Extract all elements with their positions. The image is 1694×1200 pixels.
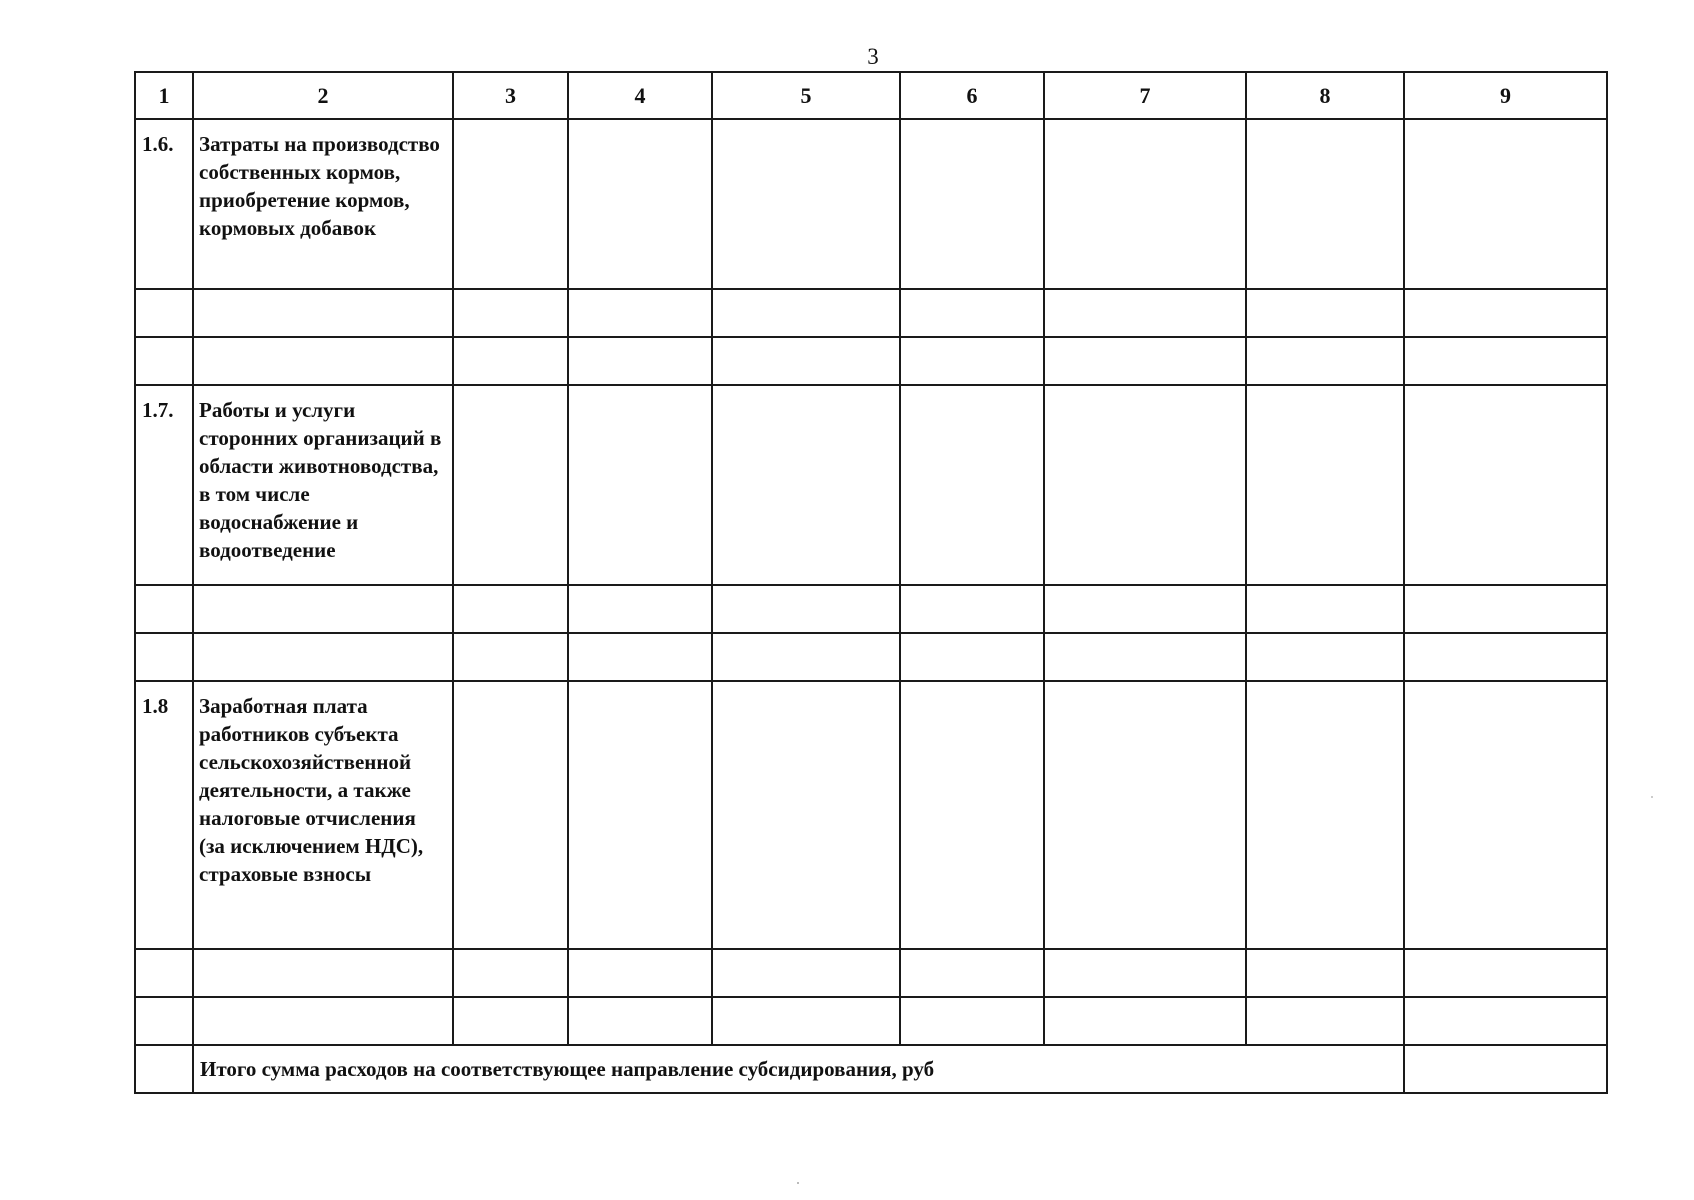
table-cell (1404, 289, 1607, 337)
table-cell (1404, 997, 1607, 1045)
table-cell (453, 585, 568, 633)
table-cell (135, 633, 193, 681)
table-cell (900, 997, 1044, 1045)
table-cell (1246, 997, 1404, 1045)
scan-artifact (797, 1182, 799, 1184)
table-cell (568, 385, 712, 585)
table-cell (1044, 681, 1246, 949)
row-name: Работы и услуги сторонних организаций в области животноводства, в том числе водоснабжение и водоотведение (193, 385, 453, 585)
table-cell (453, 385, 568, 585)
row-number: 1.6. (135, 119, 193, 289)
table-cell (1246, 337, 1404, 385)
table-cell (453, 633, 568, 681)
table-cell (712, 585, 900, 633)
table-cell (1404, 585, 1607, 633)
table-cell (135, 337, 193, 385)
total-row (135, 1045, 1607, 1093)
table-cell (900, 681, 1044, 949)
table-cell (1246, 949, 1404, 997)
table-cell (135, 585, 193, 633)
table-cell (568, 119, 712, 289)
table-cell (1404, 633, 1607, 681)
table-cell (900, 385, 1044, 585)
table-cell (1404, 949, 1607, 997)
table-cell (1246, 289, 1404, 337)
table-cell (1246, 681, 1404, 949)
table-cell (1246, 385, 1404, 585)
column-header: 6 (900, 72, 1044, 119)
table-cell (1246, 633, 1404, 681)
table-row (135, 119, 1607, 289)
table-cell (712, 633, 900, 681)
table-cell (900, 337, 1044, 385)
table-cell (453, 289, 568, 337)
table-cell (712, 385, 900, 585)
column-header: 9 (1404, 72, 1607, 119)
table-cell (568, 681, 712, 949)
column-header: 3 (453, 72, 568, 119)
table-cell (453, 337, 568, 385)
table-cell (1246, 585, 1404, 633)
table-cell (1044, 633, 1246, 681)
table-cell (900, 289, 1044, 337)
row-number: 1.7. (135, 385, 193, 585)
table-cell (568, 289, 712, 337)
table-cell (1404, 337, 1607, 385)
table-cell (568, 633, 712, 681)
column-header: 1 (135, 72, 193, 119)
table-cell (1044, 119, 1246, 289)
total-value-cell (1404, 1045, 1607, 1093)
table-cell (193, 289, 453, 337)
blank-row (135, 289, 1607, 337)
row-number: 1.8 (135, 681, 193, 949)
column-header: 2 (193, 72, 453, 119)
table-cell (1044, 949, 1246, 997)
table-cell (453, 119, 568, 289)
total-label: Итого сумма расходов на соответствующее направление субсидирования, руб (193, 1045, 1404, 1093)
table-cell (1404, 119, 1607, 289)
blank-row (135, 997, 1607, 1045)
column-header: 7 (1044, 72, 1246, 119)
column-header: 8 (1246, 72, 1404, 119)
column-header-row (135, 72, 1607, 119)
table-cell (1404, 385, 1607, 585)
row-name: Заработная плата работников субъекта сельскохозяйственной деятельности, а также налоговые отчисления (за исключением НДС), страховые взносы (193, 681, 453, 949)
table-row (135, 681, 1607, 949)
row-name: Затраты на производство собственных кормов, приобретение кормов, кормовых добавок (193, 119, 453, 289)
expense-table (134, 71, 1608, 1094)
table-cell (193, 633, 453, 681)
table-cell (568, 585, 712, 633)
table-cell (453, 681, 568, 949)
blank-row (135, 633, 1607, 681)
table-cell (712, 681, 900, 949)
table-cell (193, 949, 453, 997)
table-cell (135, 949, 193, 997)
table-cell (453, 997, 568, 1045)
table-cell (193, 585, 453, 633)
table-cell (900, 585, 1044, 633)
table-cell (568, 997, 712, 1045)
page-number: 3 (867, 44, 879, 69)
column-header: 4 (568, 72, 712, 119)
table-row (135, 385, 1607, 585)
table-cell (712, 949, 900, 997)
table-cell (712, 119, 900, 289)
table-cell (1044, 337, 1246, 385)
blank-row (135, 949, 1607, 997)
table-cell (568, 949, 712, 997)
table-cell (135, 289, 193, 337)
column-header: 5 (712, 72, 900, 119)
table-cell (135, 1045, 193, 1093)
scan-artifact (1651, 796, 1653, 798)
table-cell (1044, 385, 1246, 585)
table-cell (135, 997, 193, 1045)
table-cell (900, 949, 1044, 997)
table-cell (1246, 119, 1404, 289)
table-cell (1044, 585, 1246, 633)
table-cell (1404, 681, 1607, 949)
table-cell (712, 337, 900, 385)
table-cell (193, 997, 453, 1045)
table-cell (453, 949, 568, 997)
table-cell (568, 337, 712, 385)
table-cell (900, 119, 1044, 289)
blank-row (135, 585, 1607, 633)
table-cell (712, 997, 900, 1045)
table-cell (712, 289, 900, 337)
table-cell (900, 633, 1044, 681)
table-cell (1044, 997, 1246, 1045)
table-cell (1044, 289, 1246, 337)
table-cell (193, 337, 453, 385)
blank-row (135, 337, 1607, 385)
